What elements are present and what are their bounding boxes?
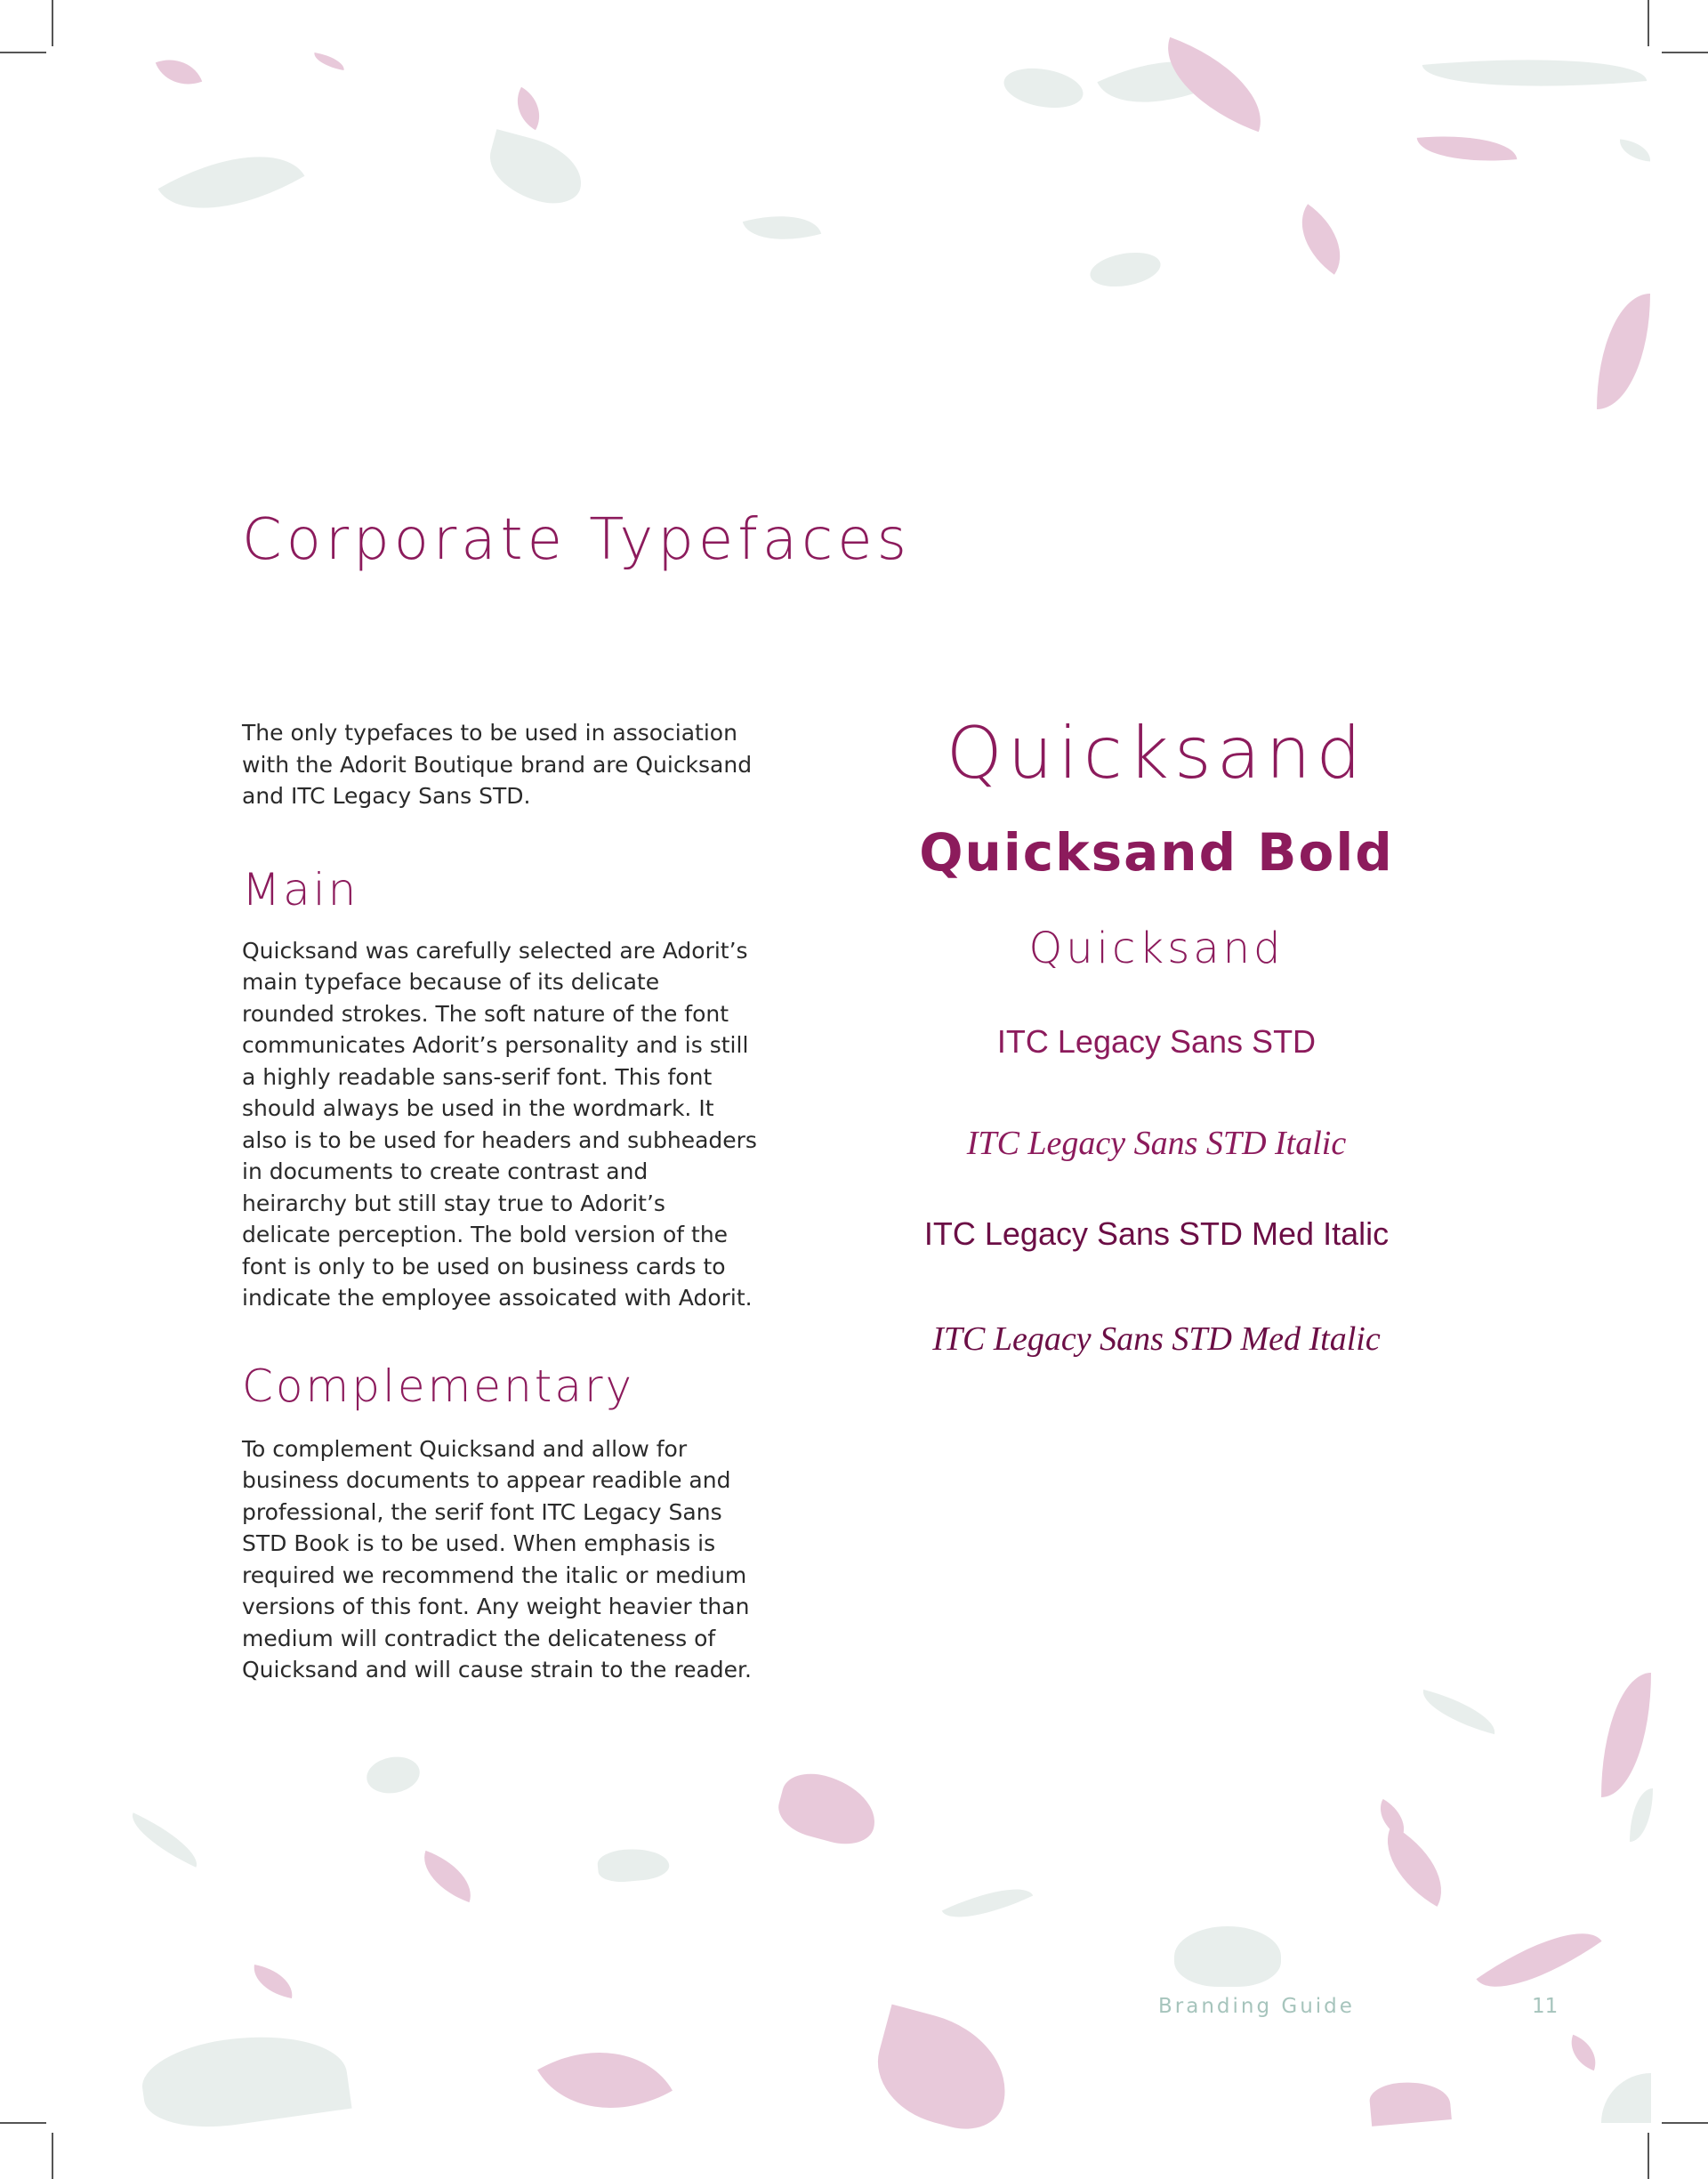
petal-decoration [124,1812,206,1868]
petal-decoration [743,203,822,253]
crop-mark [1648,2133,1649,2179]
petal-decoration [481,129,589,211]
petal-decoration [1174,1926,1281,1987]
text-column [242,717,758,1686]
petal-decoration [137,2023,351,2136]
petal-decoration [1422,45,1648,101]
petal-decoration [506,87,551,130]
petal-decoration [1417,1690,1501,1734]
sample-itc-legacy-medium: ITC Legacy Sans STD Med Italic [923,1215,1390,1252]
petal-decoration [1087,247,1163,291]
crop-mark [0,52,46,53]
page-number: 11 [1532,1995,1559,2018]
complementary-heading: Complementary [242,1360,635,1412]
sample-quicksand-bold: Quicksand Bold [919,822,1394,883]
petal-decoration [250,1965,296,1998]
crop-mark [52,0,53,46]
petal-decoration [1630,1788,1653,1842]
footer-label: Branding Guide [1158,1995,1355,2018]
petal-decoration [1368,1825,1462,1907]
petal-decoration [537,2016,673,2143]
main-heading: Main [242,863,359,916]
petal-decoration [364,1753,423,1797]
petal-decoration [942,1873,1033,1933]
sample-itc-legacy: ITC Legacy Sans STD [996,1023,1317,1060]
petal-decoration [1597,294,1650,409]
petal-decoration [597,1846,671,1884]
sample-quicksand: Quicksand [946,712,1367,795]
petal-decoration [1601,2073,1651,2123]
petal-decoration [312,52,346,70]
crop-mark [1662,2122,1708,2124]
main-paragraph: Quicksand was carefully selected are Adorit’s main typeface because of its delicate rounded strokes. The soft nature of the font communicates Adorit’s personality and is still a highly readable sans-serif font. This font should always be used in the wordmark. It also is to be used for headers and subheaders in documents to create contrast and heirarchy but still stay true to Adorit’s delicate perception. The bold version of the font is only to be used on business cards to indicate the employee assoicated with Adorit. [242,937,757,1311]
petal-decoration [156,50,202,94]
intro-paragraph: The only typefaces to be used in association with the Adorit Boutique brand are Quicksand and ITC Legacy Sans STD. [242,720,753,809]
sample-itc-legacy-med-italic: ITC Legacy Sans STD Med Italic [932,1320,1381,1358]
petal-decoration [1001,63,1086,114]
petal-decoration [773,1766,883,1852]
petal-decoration [1417,129,1518,167]
petal-decoration [158,122,305,243]
petal-decoration [414,1851,480,1902]
complementary-paragraph: To complement Quicksand and allow for business documents to appear readible and professional, the serif font ITC Legacy Sans STD Book is to be used. When emphasis is required we recommend the italic or medium versions of this font. Any weight heavier than medium will contradict the delicateness of Quicksand and will cause strain to the reader. [242,1435,752,1683]
sample-quicksand-small: Quicksand [1028,924,1285,973]
petal-decoration [1368,2078,1452,2127]
petal-decoration [1618,139,1652,161]
petal-decoration [1284,204,1359,274]
petal-decoration [1601,1673,1651,1797]
petal-decoration [866,2005,1021,2139]
sample-itc-legacy-italic: ITC Legacy Sans STD Italic [966,1125,1347,1162]
crop-mark [1648,0,1649,46]
crop-mark [52,2133,53,2179]
crop-mark [1662,52,1708,53]
petal-decoration [1564,2035,1603,2071]
page-title: Corporate Typefaces [242,507,911,573]
crop-mark [0,2122,46,2124]
